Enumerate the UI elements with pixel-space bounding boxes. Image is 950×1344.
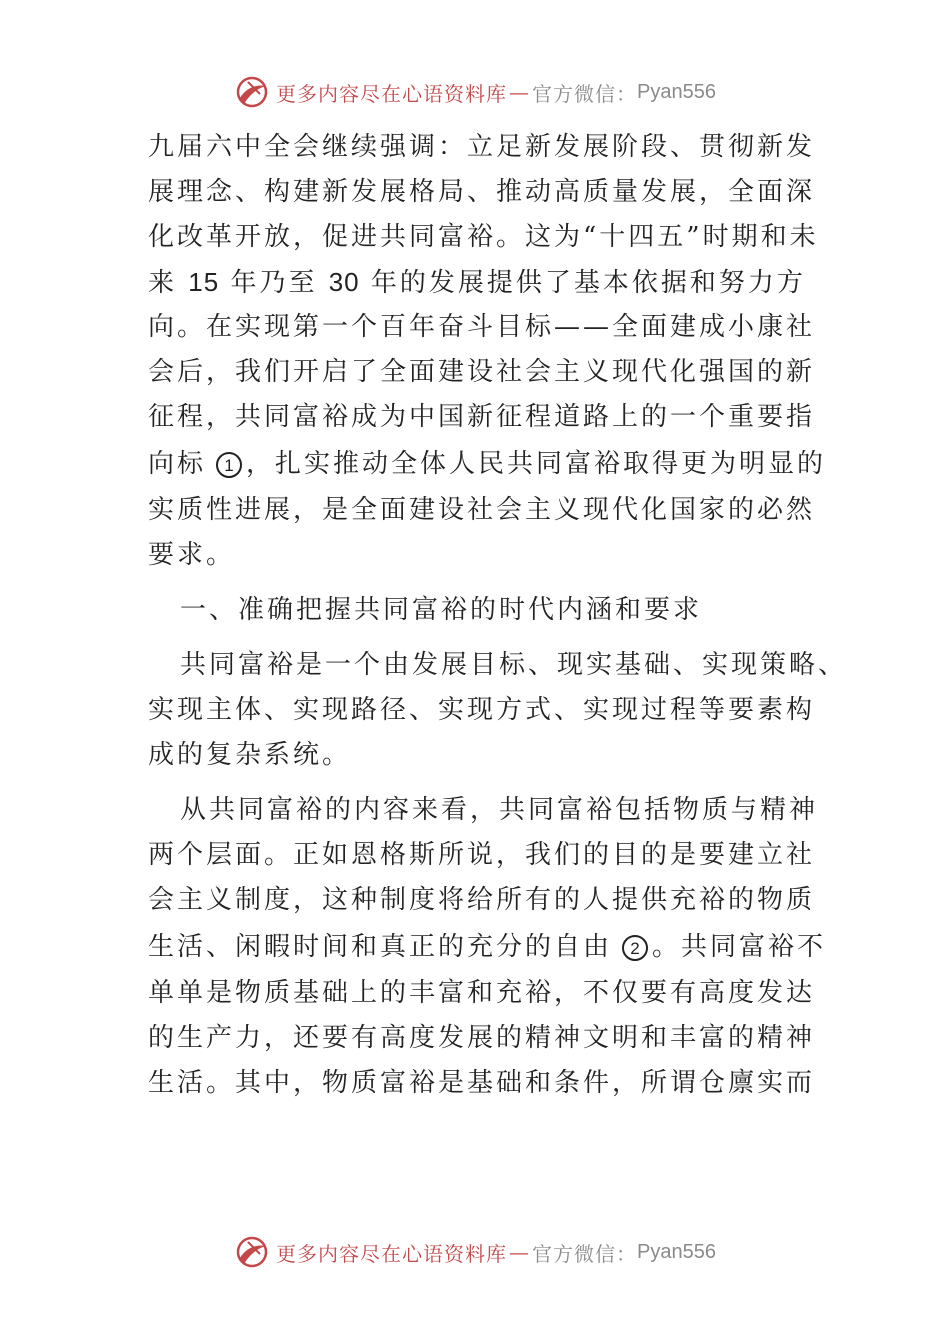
text-run: 生活、闲暇时间和真正的充分的自由 (148, 932, 613, 962)
text-line: 会主义制度，这种制度将给所有的人提供充裕的物质 (148, 885, 816, 915)
document-body (148, 125, 848, 1106)
paragraph-3 (148, 788, 827, 1106)
text-line: 共同富裕是一个由发展目标、现实基础、实现策略、 (180, 650, 848, 680)
text-run: 。共同富裕不 (652, 932, 827, 962)
paragraph-2 (148, 643, 848, 778)
text-line: 会后，我们开启了全面建设社会主义现代化强国的新 (148, 357, 816, 387)
header-brand-text: 更多内容尽在心语资料库 (276, 81, 508, 106)
section-heading: 一、准确把握共同富裕的时代内涵和要求 (180, 595, 703, 625)
text-run: ，扎实推动全体人民共同富裕取得更为明显的 (246, 449, 827, 479)
header-wechat-label: 官方微信： (532, 81, 638, 106)
footnote-marker: 1 (216, 452, 242, 478)
text-run: 年的发展提供了基本依据和努力方 (359, 268, 806, 298)
number-run: 15 (188, 267, 220, 297)
header-dash: — (509, 80, 531, 104)
text-line: 要求。 (148, 540, 236, 570)
text-run: 年乃至 (219, 268, 329, 298)
text-line: 实现主体、实现路径、实现方式、实现过程等要素构 (148, 695, 816, 725)
text-line: 单单是物质基础上的丰富和充裕，不仅要有高度发达 (148, 978, 816, 1008)
text-line: 从共同富裕的内容来看，共同富裕包括物质与精神 (180, 795, 819, 825)
text-line (148, 923, 827, 971)
text-line: 实质性进展，是全面建设社会主义现代化国家的必然 (148, 495, 816, 525)
text-line: 化改革开放，促进共同富裕。这为“十四五”时期和未 (148, 222, 819, 252)
text-line: 征程，共同富裕成为中国新征程道路上的一个重要指 (148, 402, 816, 432)
text-line (148, 260, 804, 305)
text-run: 来 (148, 268, 189, 298)
brand-logo-icon (234, 74, 270, 110)
text-line: 成的复杂系统。 (148, 740, 352, 770)
footer-brand-text: 更多内容尽在心语资料库 (276, 1241, 508, 1266)
footer-wechat-id: Pyan556 (637, 1240, 716, 1263)
text-line (148, 440, 827, 488)
paragraph-1 (148, 125, 827, 578)
header-wechat-id: Pyan556 (637, 80, 716, 103)
number-run: 30 (328, 267, 360, 297)
footnote-marker: 2 (622, 935, 648, 961)
brand-logo-icon (234, 1234, 270, 1270)
text-line: 展理念、构建新发展格局、推动高质量发展，全面深 (148, 177, 816, 207)
text-line: 两个层面。正如恩格斯所说，我们的目的是要建立社 (148, 840, 816, 870)
footer-banner (0, 1230, 950, 1274)
text-line: 的生产力，还要有高度发展的精神文明和丰富的精神 (148, 1023, 816, 1053)
text-line: 生活。其中，物质富裕是基础和条件，所谓仓廪实而 (148, 1068, 816, 1098)
text-line: 向。在实现第一个百年奋斗目标——全面建成小康社 (148, 312, 816, 342)
text-line: 九届六中全会继续强调：立足新发展阶段、贯彻新发 (148, 132, 816, 162)
footer-dash: — (509, 1240, 531, 1264)
text-run: 向标 (148, 449, 207, 479)
header-banner (0, 70, 950, 114)
footer-wechat-label: 官方微信： (532, 1241, 638, 1266)
